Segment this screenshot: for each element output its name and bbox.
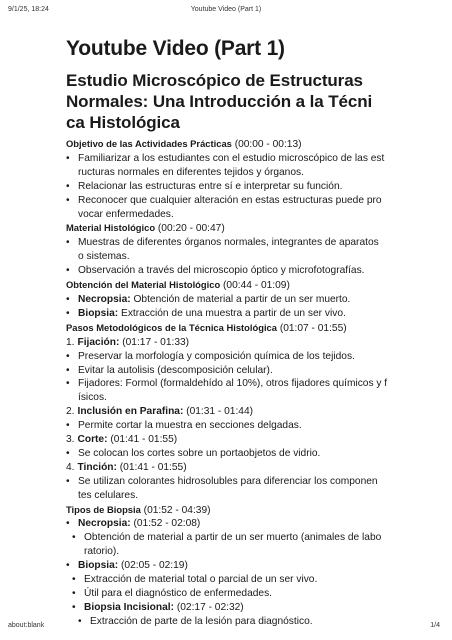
print-url: about:blank [8, 622, 45, 629]
list-item-text: Observación a través del microscopio óptico y microfotografías. [78, 265, 365, 277]
bullet-icon: • [66, 420, 70, 432]
step-tincion [66, 461, 396, 475]
section-tipos-biopsia [66, 503, 396, 518]
heading-line: Estudio Microscópico de Estructuras [66, 71, 363, 90]
print-title: Youtube Video (Part 1) [190, 6, 262, 13]
list-item [66, 152, 396, 166]
list-item-text: Extracción de material total o parcial de un ser vivo. [84, 574, 318, 586]
section-time: (01:07 - 01:55) [277, 322, 347, 334]
list-item [66, 180, 396, 194]
list-item-text: Familiarizar a los estudiantes con el estudio microscópico de las est [78, 152, 385, 164]
item-label: Necropsia: [78, 293, 131, 305]
section-material [66, 221, 396, 236]
bullet-icon: • [66, 364, 70, 376]
print-page-number: 1/4 [430, 622, 440, 629]
list-item-text: Se utilizan colorantes hidrosolubles para diferenciar los componen [78, 475, 378, 487]
list-item-text: Extracción de una muestra a partir de un ser vivo. [118, 307, 346, 319]
section-obtencion [66, 278, 396, 293]
bullet-icon: • [66, 307, 70, 319]
list-item-text: Muestras de diferentes órganos normales, integrantes de aparatos [78, 237, 379, 249]
item-label: Biopsia Incisional: [84, 601, 175, 613]
bullet-icon: • [66, 194, 70, 206]
bullet-icon: • [66, 518, 70, 530]
list-item-text: Fijadores: Formol (formaldehído al 10%), otros fijadores químicos y f [78, 378, 388, 390]
list-item [66, 517, 396, 531]
list-item [66, 447, 396, 461]
step-fijacion [66, 336, 396, 350]
step-corte [66, 433, 396, 447]
list-item-text: Obtención de material a partir de un ser muerto (animales de labo [84, 532, 382, 544]
step-number: 3. [66, 434, 75, 446]
document-body [66, 36, 396, 629]
main-heading [66, 70, 396, 133]
bullet-icon: • [66, 293, 70, 305]
list-item-text: Extracción de parte de la lesión para diagnóstico. [90, 615, 313, 627]
list-item [66, 573, 396, 587]
list-item-continuation: ratorio). [84, 546, 120, 558]
heading-line: ca Histológica [66, 113, 180, 132]
section-time: (00:44 - 01:09) [220, 280, 290, 292]
bullet-icon: • [72, 532, 76, 544]
list-item [66, 531, 396, 545]
bullet-icon: • [66, 237, 70, 249]
list-item-text: Permite cortar la muestra en secciones delgadas. [78, 420, 302, 432]
list-item-text: Reconocer que cualquier alteración en estas estructuras puede pro [78, 194, 382, 206]
bullet-icon: • [66, 350, 70, 362]
section-pasos [66, 321, 396, 336]
list-item-text: Evitar la autolisis (descomposición celular). [78, 364, 273, 376]
section-time: (00:20 - 00:47) [155, 223, 225, 235]
list-item [66, 364, 396, 378]
item-time: (02:17 - 02:32) [174, 601, 244, 613]
bullet-icon: • [66, 265, 70, 277]
section-title: Pasos Metodológicos de la Técnica Histológica [66, 321, 277, 333]
section-time: (01:52 - 04:39) [140, 504, 211, 516]
step-label: Tinción: [77, 461, 117, 473]
list-item [66, 559, 396, 573]
section-objetivo [66, 137, 396, 152]
step-time: (01:41 - 01:55) [107, 434, 178, 446]
list-item [66, 475, 396, 489]
list-item [66, 377, 396, 391]
list-item [66, 587, 396, 601]
list-item [66, 350, 396, 364]
list-item-text: Relacionar las estructuras entre sí e interpretar su función. [78, 180, 343, 192]
list-item-text: Obtención de material a partir de un ser muerto. [130, 293, 351, 305]
step-time: (01:31 - 01:44) [183, 406, 254, 418]
bullet-icon: • [72, 574, 76, 586]
list-item-continuation: tes celulares. [78, 489, 139, 501]
section-title: Material Histológico [66, 222, 156, 234]
section-title: Objetivo de las Actividades Prácticas [66, 138, 232, 149]
section-title: Tipos de Biopsia [66, 503, 141, 515]
bullet-icon: • [78, 615, 82, 627]
list-item [66, 601, 396, 615]
bullet-icon: • [66, 378, 70, 390]
list-item [66, 236, 396, 250]
bullet-icon: • [72, 588, 76, 599]
step-number: 1. [66, 336, 75, 348]
bullet-icon: • [66, 475, 70, 487]
print-datetime: 9/1/25, 18:24 [8, 6, 49, 13]
list-item-continuation: vocar enfermedades. [78, 208, 174, 220]
step-inclusion [66, 405, 396, 419]
step-number: 4. [66, 461, 75, 473]
section-title: Obtención del Material Histológico [66, 279, 221, 291]
step-label: Inclusión en Parafina: [77, 406, 184, 418]
list-item [66, 194, 396, 208]
step-label: Fijación: [77, 336, 120, 348]
list-item-continuation: ructuras normales en diferentes tejidos y órganos. [78, 166, 304, 178]
list-item-text: Se colocan los cortes sobre un portaobjetos de vidrio. [78, 447, 321, 459]
item-label: Biopsia: [78, 560, 119, 572]
item-time: (01:52 - 02:08) [130, 518, 201, 530]
list-item-text: Útil para el diagnóstico de enfermedades. [84, 588, 273, 599]
step-number: 2. [66, 406, 75, 418]
step-time: (01:17 - 01:33) [119, 336, 190, 348]
bullet-icon: • [72, 601, 76, 613]
bullet-icon: • [66, 180, 70, 192]
step-label: Corte: [77, 434, 108, 446]
heading-line: Normales: Una Introducción a la Técni [66, 92, 373, 111]
list-item [66, 307, 396, 321]
list-item [66, 264, 396, 278]
item-label: Necropsia: [78, 518, 131, 530]
bullet-icon: • [66, 447, 70, 459]
page-title: Youtube Video (Part 1) [66, 37, 285, 60]
list-item [66, 615, 396, 629]
item-label: Biopsia: [78, 307, 119, 319]
step-time: (01:41 - 01:55) [116, 461, 187, 473]
list-item [66, 419, 396, 433]
bullet-icon: • [66, 560, 70, 572]
list-item-text: Preservar la morfología y composición química de los tejidos. [78, 350, 355, 362]
list-item-continuation: ísicos. [78, 392, 107, 404]
bullet-icon: • [66, 152, 70, 164]
section-time: (00:00 - 00:13) [231, 139, 302, 150]
list-item [66, 293, 396, 307]
item-time: (02:05 - 02:19) [118, 560, 188, 572]
list-item-continuation: o sistemas. [78, 251, 130, 263]
